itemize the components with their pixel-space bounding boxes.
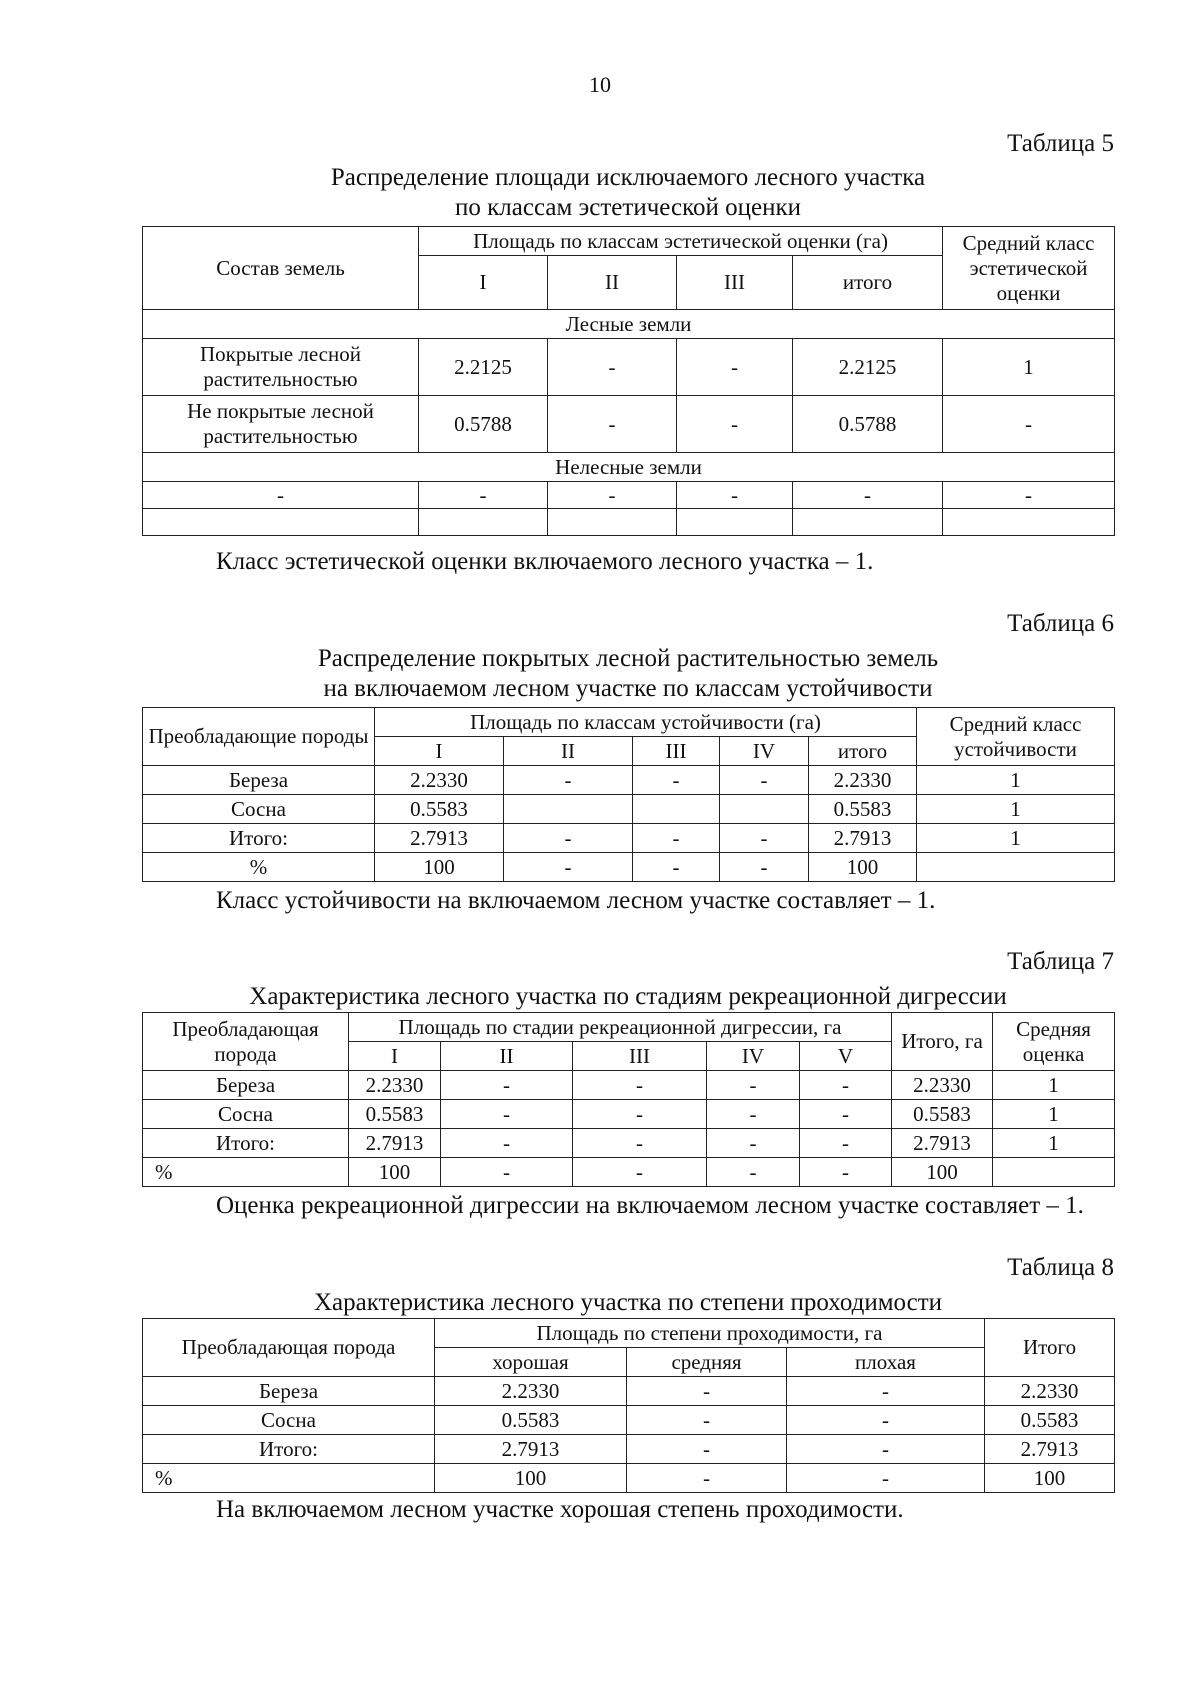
table8-row2-good: 0.5583: [435, 1406, 627, 1435]
table5-section-nonforest: Нелесные земли: [143, 453, 1115, 482]
table8-row3-good: 2.7913: [435, 1435, 627, 1464]
table8-row1-name: Береза: [143, 1377, 435, 1406]
table7-header-stage2: II: [441, 1042, 573, 1071]
table6-caption-line2: на включаемом лесном участке по классам устойчивости: [323, 675, 933, 702]
table8-row4-medium: -: [627, 1464, 787, 1493]
table8-row2-name: Сосна: [143, 1406, 435, 1435]
table5-note: Класс эстетической оценки включаемого лесного участка – 1.: [216, 548, 874, 575]
table6-row4-avg: [917, 853, 1115, 882]
table7-row3-iii: -: [573, 1129, 707, 1158]
table8-header-species: Преобладающая порода: [143, 1319, 435, 1377]
table6-row2-avg: 1: [917, 795, 1115, 824]
table5-row3-ii: -: [548, 482, 677, 509]
table5-empty-cell: [548, 509, 677, 536]
table7-note: Оценка рекреационной дигрессии на включаемом лесном участке составляет – 1.: [216, 1192, 1084, 1219]
table6-row4-total: 100: [809, 853, 917, 882]
table-row: [143, 795, 1115, 824]
table7-row3-i: 2.7913: [349, 1129, 441, 1158]
table7-row1-iv: -: [707, 1071, 800, 1100]
table7-row1-avg: 1: [993, 1071, 1115, 1100]
table6-header-total: итого: [809, 737, 917, 766]
table8-header-total: Итого: [985, 1319, 1115, 1377]
table5-row2-ii: -: [548, 396, 677, 453]
table-row: [143, 1377, 1115, 1406]
table6-row1-avg: 1: [917, 766, 1115, 795]
table8-row4-name: %: [143, 1464, 435, 1493]
table5-header-class2: II: [548, 256, 677, 310]
table7: [142, 1012, 1115, 1187]
table8: [142, 1318, 1115, 1493]
table7-header-area: Площадь по стадии рекреационной дигрессии, га: [349, 1013, 892, 1042]
table8-header-poor: плохая: [787, 1348, 985, 1377]
table5-caption-line2: по классам эстетической оценки: [455, 194, 801, 221]
table6-header-avg: Средний класс устойчивости: [917, 708, 1115, 766]
table7-header-total: Итого, га: [892, 1013, 993, 1071]
table5-row2-total: 0.5788: [793, 396, 943, 453]
table6: [142, 707, 1115, 882]
table7-header-stage4: IV: [707, 1042, 800, 1071]
table-row: [143, 853, 1115, 882]
table6-header-class4: IV: [720, 737, 809, 766]
table8-row1-poor: -: [787, 1377, 985, 1406]
page-number: 10: [589, 72, 611, 97]
table6-row1-i: 2.2330: [375, 766, 504, 795]
table7-header-stage1: I: [349, 1042, 441, 1071]
table6-label: Таблица 6: [1007, 610, 1114, 637]
table5-row3-i: -: [419, 482, 548, 509]
table7-row1-iii: -: [573, 1071, 707, 1100]
table7-row1-v: -: [800, 1071, 892, 1100]
table8-row2-medium: -: [627, 1406, 787, 1435]
table-row: [143, 1406, 1115, 1435]
table7-row3-v: -: [800, 1129, 892, 1158]
table-row: [143, 766, 1115, 795]
table8-row3-total: 2.7913: [985, 1435, 1115, 1464]
table7-row1-i: 2.2330: [349, 1071, 441, 1100]
table7-row2-ii: -: [441, 1100, 573, 1129]
table7-row4-iv: -: [707, 1158, 800, 1187]
table6-row1-name: Береза: [143, 766, 375, 795]
table5-empty-cell: [143, 509, 419, 536]
table5-row1-total: 2.2125: [793, 339, 943, 396]
table8-row1-medium: -: [627, 1377, 787, 1406]
table6-row4-name: %: [143, 853, 375, 882]
table5-row2-i: 0.5788: [419, 396, 548, 453]
table8-row3-poor: -: [787, 1435, 985, 1464]
table5-row3-name: -: [143, 482, 419, 509]
table5-row3-avg: -: [943, 482, 1115, 509]
table-row: [143, 509, 1115, 536]
table7-row4-ii: -: [441, 1158, 573, 1187]
table6-row2-ii: [504, 795, 633, 824]
table8-row4-total: 100: [985, 1464, 1115, 1493]
table6-row3-iii: -: [633, 824, 720, 853]
table8-row3-name: Итого:: [143, 1435, 435, 1464]
table-row: [143, 482, 1115, 509]
table-row: [143, 1464, 1115, 1493]
table-row: [143, 1071, 1115, 1100]
table6-caption-line1: Распределение покрытых лесной растительностью земель: [317, 645, 939, 672]
table5-row2-name: Не покрытые лесной растительностью: [143, 396, 419, 453]
table5-label: Таблица 5: [1007, 130, 1114, 157]
table6-row3-ii: -: [504, 824, 633, 853]
table5-row2-avg: -: [943, 396, 1115, 453]
table5-header-composition: Состав земель: [143, 227, 419, 310]
table7-row4-avg: [993, 1158, 1115, 1187]
table6-caption: [142, 644, 1114, 704]
table5-header-area: Площадь по классам эстетической оценки (га): [419, 227, 943, 256]
table5-header-class1: I: [419, 256, 548, 310]
table7-row2-avg: 1: [993, 1100, 1115, 1129]
table6-row4-iii: -: [633, 853, 720, 882]
table6-row2-iv: [720, 795, 809, 824]
table6-row3-total: 2.7913: [809, 824, 917, 853]
table5-caption: [142, 163, 1114, 223]
table6-row2-name: Сосна: [143, 795, 375, 824]
table7-row4-iii: -: [573, 1158, 707, 1187]
table7-header-avg: Средняя оценка: [993, 1013, 1115, 1071]
table6-row1-ii: -: [504, 766, 633, 795]
table5-header-class3: III: [677, 256, 793, 310]
table7-row4-name: %: [143, 1158, 349, 1187]
table5-empty-cell: [419, 509, 548, 536]
table5-row1-avg: 1: [943, 339, 1115, 396]
table8-header-area: Площадь по степени проходимости, га: [435, 1319, 985, 1348]
table7-row2-iv: -: [707, 1100, 800, 1129]
table7-caption: Характеристика лесного участка по стадиям рекреационной дигрессии: [249, 983, 1007, 1010]
table6-note: Класс устойчивости на включаемом лесном участке составляет – 1.: [216, 887, 936, 914]
table5-empty-cell: [943, 509, 1115, 536]
table8-label: Таблица 8: [1007, 1254, 1114, 1281]
table5-header-total: итого: [793, 256, 943, 310]
table5-empty-cell: [793, 509, 943, 536]
table6-row3-i: 2.7913: [375, 824, 504, 853]
table-row: [143, 1435, 1115, 1464]
table5-empty-cell: [677, 509, 793, 536]
table6-row4-i: 100: [375, 853, 504, 882]
table5-row1-i: 2.2125: [419, 339, 548, 396]
table8-row4-good: 100: [435, 1464, 627, 1493]
table5-section-forest: Лесные земли: [143, 310, 1115, 339]
table6-header-area: Площадь по классам устойчивости (га): [375, 708, 917, 737]
table6-row2-iii: [633, 795, 720, 824]
table6-row1-total: 2.2330: [809, 766, 917, 795]
table7-row3-ii: -: [441, 1129, 573, 1158]
table7-header-stage5: V: [800, 1042, 892, 1071]
table8-row4-poor: -: [787, 1464, 985, 1493]
table7-label: Таблица 7: [1007, 948, 1114, 975]
table7-row4-i: 100: [349, 1158, 441, 1187]
table-row: [143, 824, 1115, 853]
table7-row3-total: 2.7913: [892, 1129, 993, 1158]
table8-header-medium: средняя: [627, 1348, 787, 1377]
table7-row2-total: 0.5583: [892, 1100, 993, 1129]
table7-row2-iii: -: [573, 1100, 707, 1129]
table7-row3-iv: -: [707, 1129, 800, 1158]
table7-row2-name: Сосна: [143, 1100, 349, 1129]
table6-row1-iii: -: [633, 766, 720, 795]
table8-row2-total: 0.5583: [985, 1406, 1115, 1435]
table7-header-species: Преобладающая порода: [143, 1013, 349, 1071]
table6-header-class2: II: [504, 737, 633, 766]
table5-row1-name: Покрытые лесной растительностью: [143, 339, 419, 396]
table6-row4-iv: -: [720, 853, 809, 882]
table-row: [143, 1158, 1115, 1187]
table6-row4-ii: -: [504, 853, 633, 882]
table8-row1-good: 2.2330: [435, 1377, 627, 1406]
table6-row3-iv: -: [720, 824, 809, 853]
table7-row3-name: Итого:: [143, 1129, 349, 1158]
table6-row2-i: 0.5583: [375, 795, 504, 824]
table8-row3-medium: -: [627, 1435, 787, 1464]
table8-row2-poor: -: [787, 1406, 985, 1435]
table7-row4-v: -: [800, 1158, 892, 1187]
table8-row1-total: 2.2330: [985, 1377, 1115, 1406]
table5-row1-iii: -: [677, 339, 793, 396]
table6-row3-avg: 1: [917, 824, 1115, 853]
table6-header-species: Преобладающие породы: [143, 708, 375, 766]
table7-row1-total: 2.2330: [892, 1071, 993, 1100]
table6-header-class1: I: [375, 737, 504, 766]
table5: [142, 226, 1115, 536]
table5-row3-iii: -: [677, 482, 793, 509]
table5-row2-iii: -: [677, 396, 793, 453]
table-row: [143, 339, 1115, 396]
table8-note: На включаемом лесном участке хорошая степень проходимости.: [216, 1496, 904, 1523]
table-row: [143, 1100, 1115, 1129]
table7-row2-i: 0.5583: [349, 1100, 441, 1129]
table8-caption: Характеристика лесного участка по степени проходимости: [313, 1289, 943, 1316]
table-row: [143, 1129, 1115, 1158]
table8-header-good: хорошая: [435, 1348, 627, 1377]
table5-caption-line1: Распределение площади исключаемого лесного участка: [330, 164, 926, 191]
table7-row4-total: 100: [892, 1158, 993, 1187]
table5-header-avg: Средний класс эстетической оценки: [943, 227, 1115, 310]
table7-row1-ii: -: [441, 1071, 573, 1100]
table5-row3-total: -: [793, 482, 943, 509]
table7-header-stage3: III: [573, 1042, 707, 1071]
table7-row1-name: Береза: [143, 1071, 349, 1100]
table7-row2-v: -: [800, 1100, 892, 1129]
table6-row1-iv: -: [720, 766, 809, 795]
table-row: [143, 396, 1115, 453]
table6-row2-total: 0.5583: [809, 795, 917, 824]
table6-row3-name: Итого:: [143, 824, 375, 853]
table6-header-class3: III: [633, 737, 720, 766]
table7-row3-avg: 1: [993, 1129, 1115, 1158]
table5-row1-ii: -: [548, 339, 677, 396]
